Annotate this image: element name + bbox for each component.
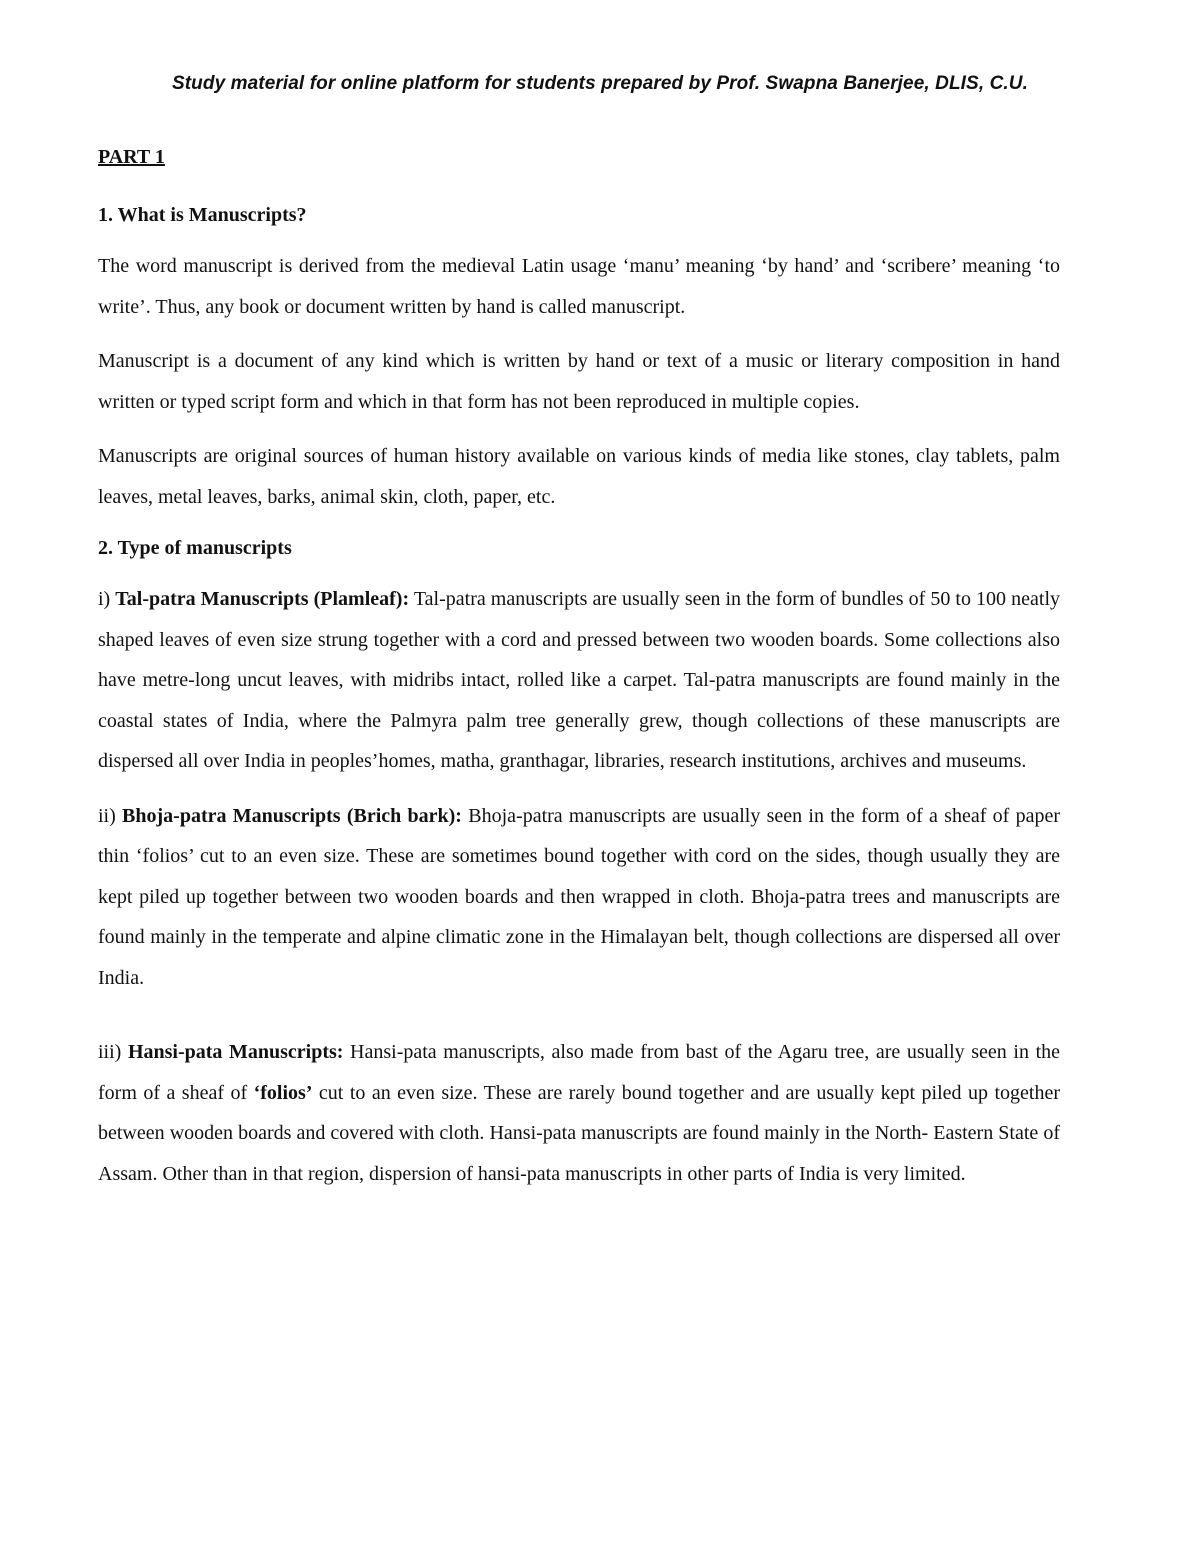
- item-bold-inline: ‘folios’: [253, 1081, 313, 1104]
- item-text-after: cut to an even size. These are rarely bound together and are usually kept piled up together between wooden boards and covered with cloth. Hansi-pata manuscripts are found mainly in the North- Eastern State of Assam. Other than in that region, dispersion of hansi-pata manuscripts in other parts of India is very limited.: [98, 1081, 1060, 1185]
- item-prefix: ii): [98, 804, 123, 827]
- item-prefix: iii): [98, 1041, 128, 1063]
- list-item-bhoja-patra: [98, 796, 1060, 999]
- item-title: Hansi-pata Manuscripts:: [127, 1041, 344, 1063]
- paragraph-definition: The word manuscript is derived from the medieval Latin usage ‘manu’ meaning ‘by hand’ and ‘scribere’ meaning ‘to write’. Thus, any book or document written by hand is called manuscript.: [98, 255, 1060, 318]
- page-header: Study material for online platform for students prepared by Prof. Swapna Banerjee, DLIS, C.U.: [171, 73, 1028, 94]
- section-heading-what-is-manuscripts: 1. What is Manuscripts?: [98, 204, 307, 226]
- section-heading-types: 2. Type of manuscripts: [98, 537, 292, 559]
- list-item-hansi-pata: [98, 1032, 1060, 1194]
- item-prefix: i): [98, 588, 116, 610]
- part-title: PART 1: [98, 146, 165, 168]
- item-text-before: Hansi-pata manuscripts, also made from bast of the Agaru tree, are usually seen in the form of a sheaf of: [98, 1041, 1061, 1104]
- paragraph-manuscript-document: Manuscript is a document of any kind which is written by hand or text of a music or literary composition in hand written or typed script form and which in that form has not been reproduced in multiple copies.: [98, 350, 1060, 413]
- item-text: Bhoja-patra manuscripts are usually seen in the form of a sheaf of paper thin ‘folios’ cut to an even size. These are sometimes bound together with cord on the sides, though usually they are kept piled up together between two wooden boards and then wrapped in cloth. Bhoja-patra trees and manuscripts are found mainly in the temperate and alpine climatic zone in the Himalayan belt, though collections are dispersed all over India.: [98, 804, 1060, 989]
- item-text: Tal-patra manuscripts are usually seen in the form of bundles of 50 to 100 neatly shaped leaves of even size strung together with a cord and pressed between two wooden boards. Some collections also have metre-long uncut leaves, with midribs intact, rolled like a carpet. Tal-patra manuscripts are found mainly in the coastal states of India, where the Palmyra palm tree generally grew, though collections of these manuscripts are dispersed all over India in peoples’homes, matha, granthagar, libraries, research institutions, archives and museums.: [98, 588, 1060, 772]
- list-item-tal-patra: [98, 579, 1060, 782]
- document-body: [98, 140, 1060, 1206]
- paragraph-original-sources: Manuscripts are original sources of human history available on various kinds of media like stones, clay tablets, palm leaves, metal leaves, barks, animal skin, cloth, paper, etc.: [98, 445, 1060, 508]
- item-title: Tal-patra Manuscripts (Plamleaf):: [115, 588, 410, 610]
- item-title: Bhoja-patra Manuscripts (Brich bark):: [122, 804, 462, 827]
